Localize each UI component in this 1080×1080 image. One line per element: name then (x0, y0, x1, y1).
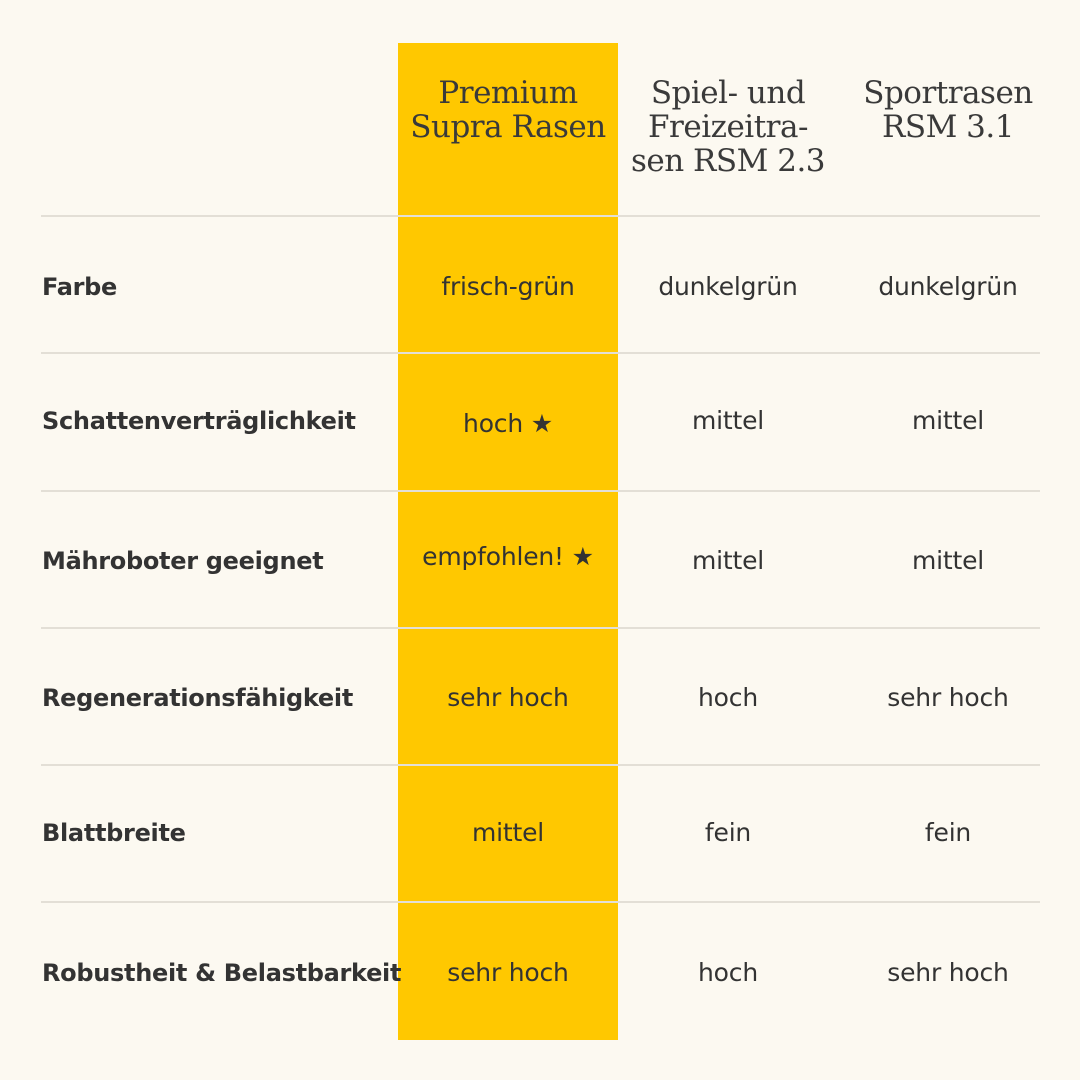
cell-spiel-freizeit: fein (704, 818, 752, 847)
row-label: Regenerationsfähigkeit (42, 684, 353, 712)
cell-spiel-freizeit: dunkelgrün (658, 272, 798, 301)
row-label: Farbe (42, 273, 117, 301)
row-divider (41, 764, 1040, 766)
cell-sportrasen: sehr hoch (887, 958, 1009, 987)
row-divider (41, 627, 1040, 629)
row-divider (41, 490, 1040, 492)
cell-sportrasen: mittel (911, 546, 985, 575)
cell-spiel-freizeit: hoch (698, 683, 758, 712)
row-divider (41, 215, 1040, 217)
cell-premium: empfohlen! ★ (422, 542, 594, 571)
column-header-premium-supra-rasen: Premium Supra Rasen (410, 75, 606, 145)
cell-sportrasen: sehr hoch (887, 683, 1009, 712)
column-header-sportrasen: Sportrasen RSM 3.1 (863, 75, 1033, 145)
table-row-robustheit-belastbarkeit (0, 953, 1080, 993)
table-row-blattbreite (0, 813, 1080, 853)
cell-premium: sehr hoch (447, 958, 569, 987)
row-divider (41, 901, 1040, 903)
cell-sportrasen: dunkelgrün (878, 272, 1018, 301)
column-header-spiel-freizeitrasen: Spiel- und Freizeitra- sen RSM 2.3 (630, 75, 826, 179)
row-divider (41, 352, 1040, 354)
cell-premium: hoch ★ (463, 409, 553, 438)
cell-spiel-freizeit: mittel (691, 406, 765, 435)
table-row-regenerationsfaehigkeit (0, 678, 1080, 718)
table-row-maehroboter-geeignet (0, 541, 1080, 581)
cell-spiel-freizeit: mittel (691, 546, 765, 575)
cell-sportrasen: mittel (911, 406, 985, 435)
table-row-schattenvertraeglichkeit (0, 401, 1080, 441)
row-label: Mähroboter geeignet (42, 547, 324, 575)
cell-premium: sehr hoch (447, 683, 569, 712)
row-label: Schattenverträglichkeit (42, 407, 356, 435)
cell-spiel-freizeit: hoch (698, 958, 758, 987)
table-row-farbe (0, 267, 1080, 307)
cell-sportrasen: fein (924, 818, 972, 847)
row-label: Blattbreite (42, 819, 186, 847)
row-label: Robustheit & Belastbarkeit (42, 959, 402, 987)
cell-premium: mittel (471, 818, 545, 847)
cell-premium: frisch-grün (441, 272, 575, 301)
